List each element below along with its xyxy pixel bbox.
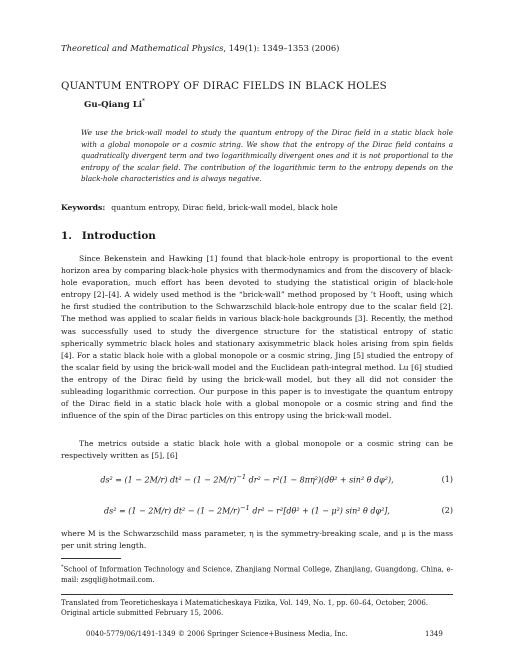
translation-rule [61, 594, 453, 595]
section-title: Introduction [81, 230, 156, 242]
intro-paragraph-1: Since Bekenstein and Hawking [1] found that black-hole entropy is proportional to the event horizon area by comparing black-hole physics with thermodynamics and from the discovery of black-hole evaporation, much effort has been devoted to studying the statistical origin of black-hole entropy [2]–[4]. A widely used method is the “brick-wall” method proposed by ’t Hooft, using which he first studied the contribution to the Schwarzschild black-hole entropy due to the scalar field [2]. The method was applied to scalar fields in various black-hole backgrounds [3]. Recently, the method was successfully used to study the divergence structure for the statistical entropy of static spherically symmetric black holes and stationary axisymmetric black holes arising from spin fields [4]. For a static black hole with a global monopole or a cosmic string, Jing [5] studied the entropy of the scalar field by using the brick-wall model and the Euclidean path-integral method. Lu [6] studied the entropy of the Dirac field by using the brick-wall model, but they all did not consider the subleading logarithmic correction. Our purpose in this paper is to investigate the quantum entropy of the Dirac field in a static black hole with a global monopole or a cosmic string and find the influence of the spin of the Dirac particles on this entropy using the brick-wall model. [61, 254, 453, 421]
equation-2 [61, 499, 453, 521]
journal-header [61, 43, 339, 53]
intro-paragraph-2: The metrics outside a static black hole with a global monopole or a cosmic string can be respectively written as [5], [6] [61, 439, 453, 461]
section-number: 1. [61, 230, 72, 242]
author-line [84, 98, 145, 110]
footer-identifier: 0040-5779/06/1491-1349 © 2006 Springer Science+Business Media, Inc. [86, 630, 348, 638]
intro-paragraph-3: where M is the Schwarzschild mass parameter, η is the symmetry-breaking scale, and μ is the mass per unit string length. [61, 529, 453, 551]
section-heading [61, 230, 166, 242]
equation-1 [61, 468, 453, 490]
keywords-list: quantum entropy, Dirac field, brick-wall model, black hole [111, 203, 338, 212]
journal-name: Theoretical and Mathematical Physics [61, 43, 224, 53]
equation-1-body: ds² = (1 − 2M/r) $dt^2 - (1 - 2M/r)^{-1}$ dr² − r²(1 − 8πη²)(dθ² + sin² θ dφ²), [100, 473, 394, 485]
translation-note: Translated from Teoreticheskaya i Matematicheskaya Fizika, Vol. 149, No. 1, pp. 60–64, October, 2006. Original article submitted February 15, 2006. [61, 599, 429, 618]
abstract: We use the brick-wall model to study the quantum entropy of the Dirac field in a static black hole with a global monopole or a cosmic string. We show that the entropy of the Dirac field contains a quadratically divergent term and two logarithmically divergent ones and it is not proportional to the entropy of the scalar field. The contribution of the logarithmic term to the entropy depends on the black-hole characteristics and is always negative. [81, 128, 453, 184]
article-title: QUANTUM ENTROPY OF DIRAC FIELDS IN BLACK HOLES [61, 80, 387, 92]
author-footnote-mark: * [142, 98, 146, 105]
keywords-label: Keywords: [61, 203, 106, 212]
footnote-text: School of Information Technology and Science, Zhanjiang Normal College, Zhanjiang, Guangdong, China, e-mail: zsgqli@hotmail.com. [61, 565, 453, 584]
keywords-line [61, 203, 461, 212]
journal-citation: , 149(1): 1349–1353 (2006) [223, 43, 340, 53]
footnote-rule [61, 558, 121, 559]
footnote-mark: * [61, 564, 64, 570]
equation-1-number: (1) [441, 474, 453, 484]
equation-2-body: ds² = (1 − 2M/r) $dt^2 - (1 - 2M/r)^{-1}$ dr² − r²[dθ² + (1 − μ²) sin² θ dφ²], [104, 504, 390, 516]
page-number: 1349 [425, 630, 443, 638]
equation-2-number: (2) [441, 505, 453, 515]
footnote [61, 562, 453, 585]
author-name: Gu-Qiang Li [84, 99, 143, 110]
